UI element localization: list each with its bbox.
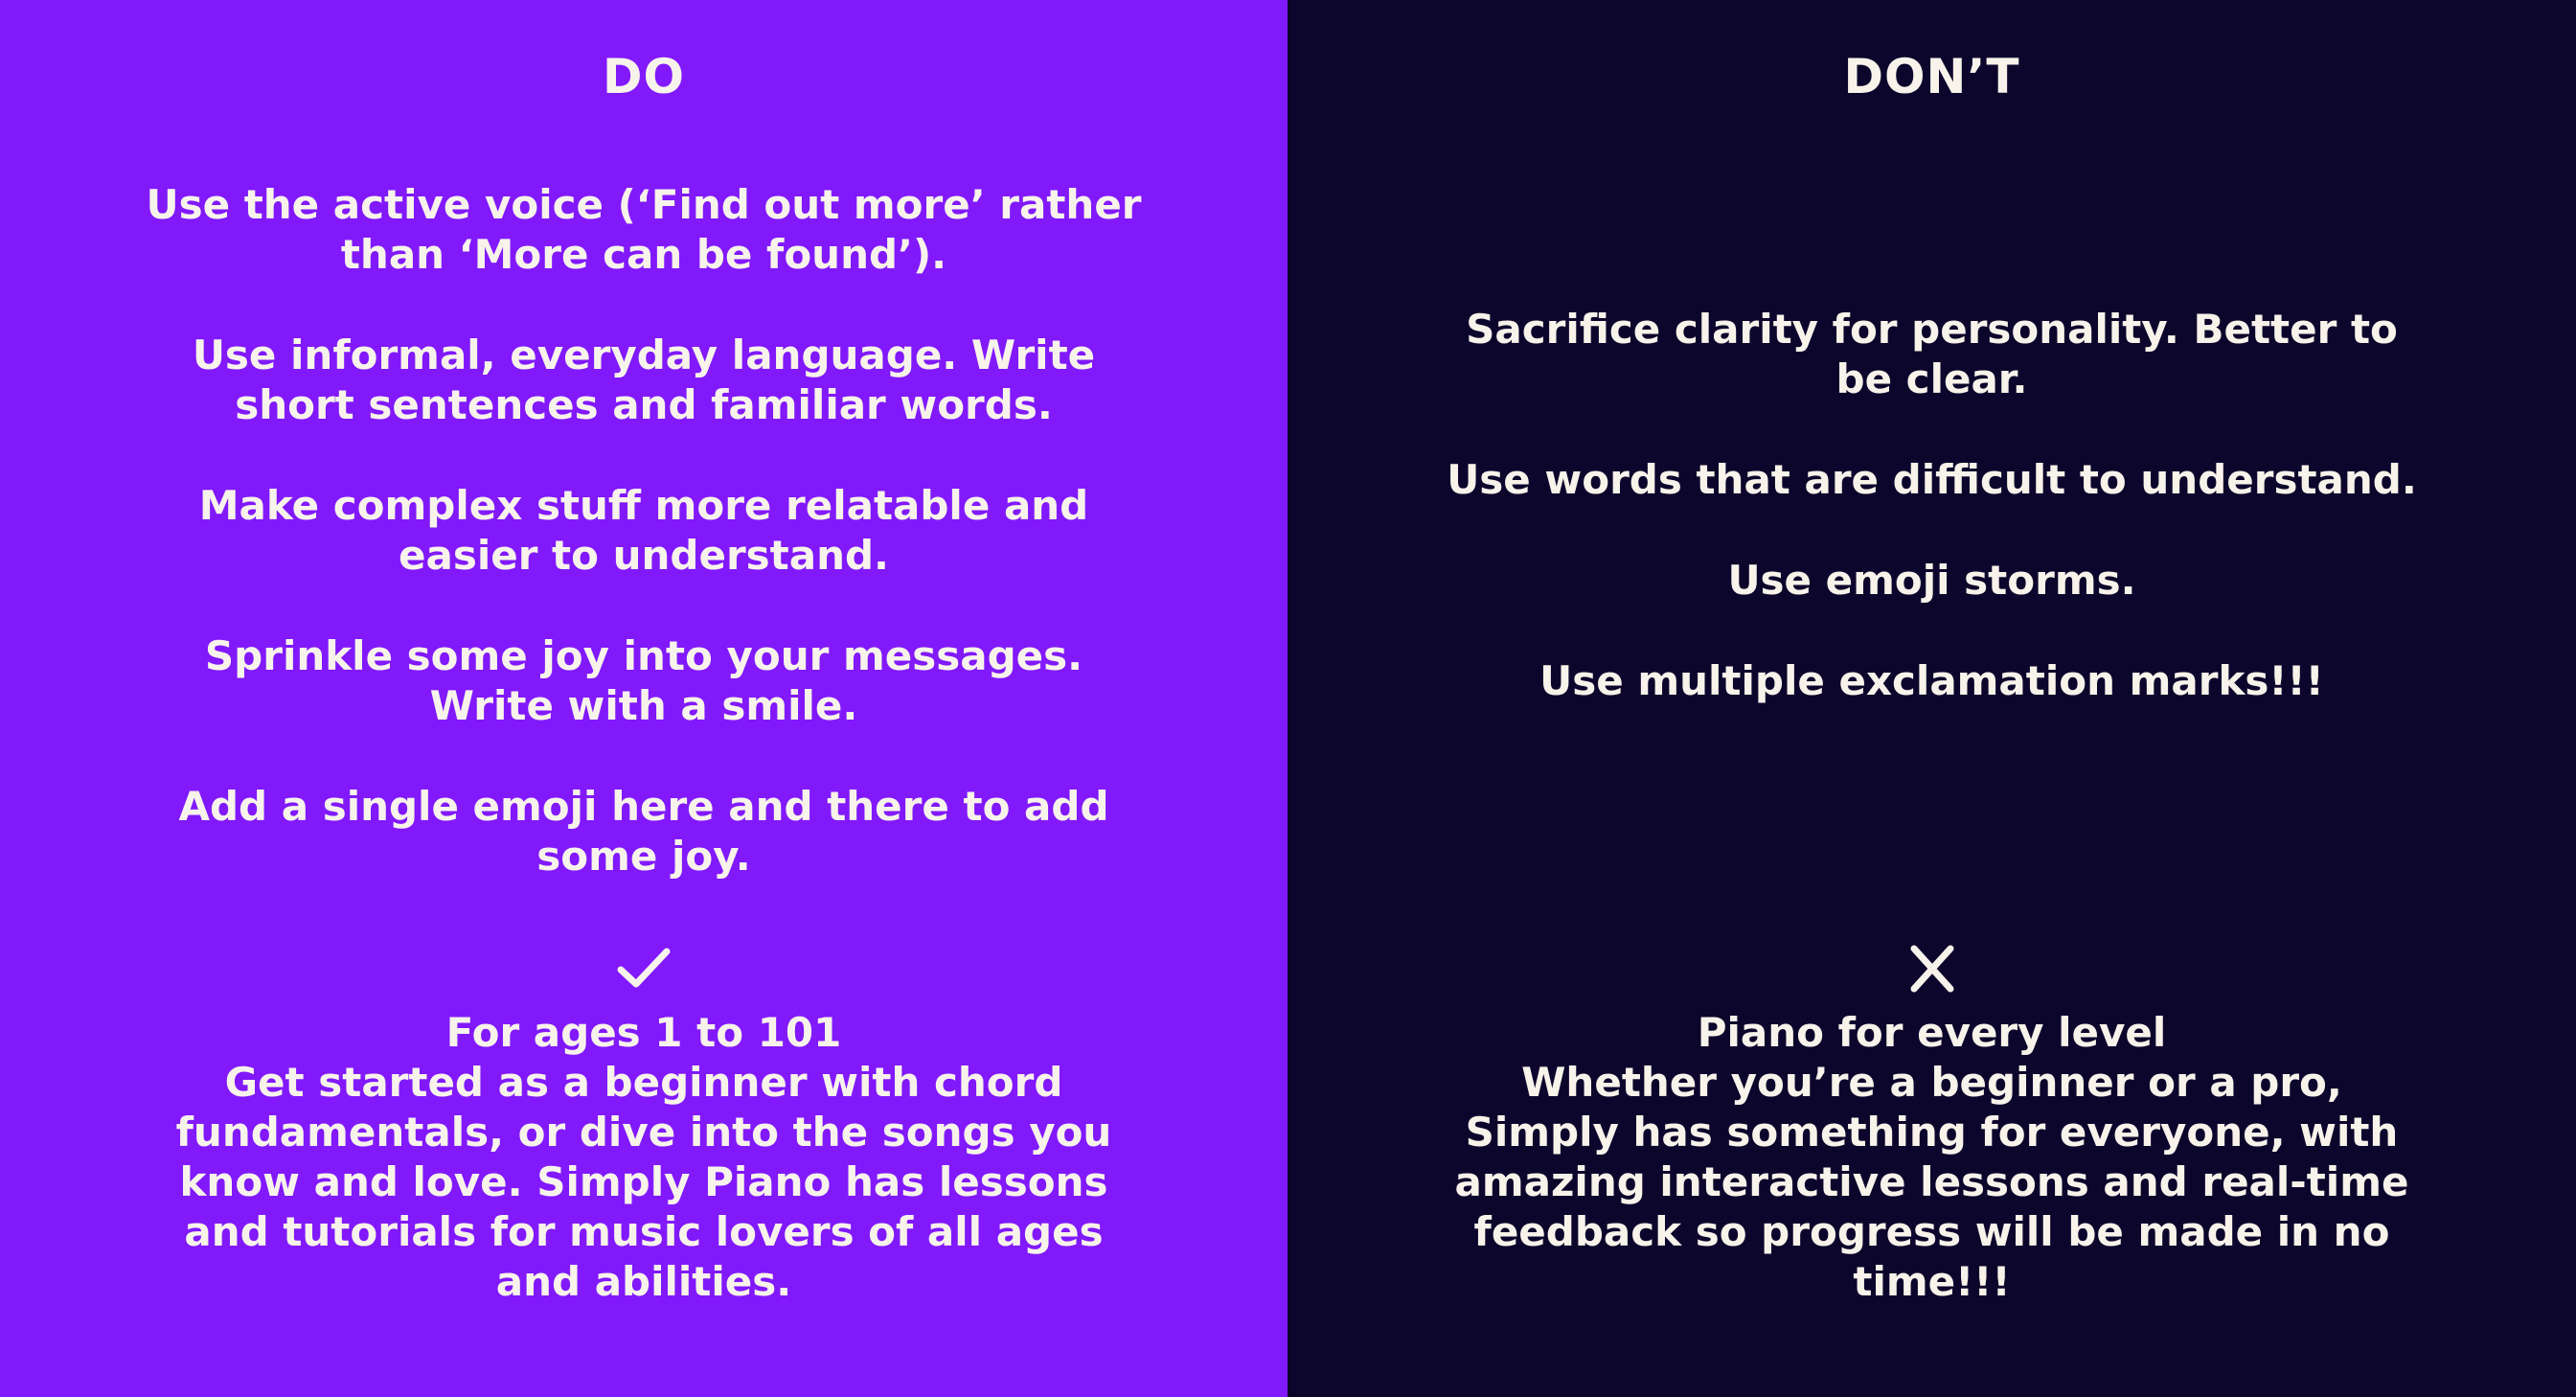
dont-rule: Use words that are difficult to understand.: [1447, 456, 2417, 503]
do-rule: Sprinkle some joy into your messages. Write with a smile.: [204, 632, 1083, 729]
do-example-body: Get started as a beginner with chord fundamentals, or dive into the songs you know and love. Simply Piano has lessons and tutorials for music lovers of all ages and abilities.: [175, 1059, 1112, 1305]
do-rule: Use informal, everyday language. Write short sentences and familiar words.: [192, 332, 1096, 428]
do-example: [153, 1008, 1134, 1307]
dont-rules-list: [1431, 305, 2432, 757]
dont-example-title: Piano for every level: [1697, 1009, 2167, 1056]
do-rule: Use the active voice (‘Find out more’ rather than ‘More can be found’).: [146, 181, 1142, 278]
do-rules-list: [144, 180, 1144, 932]
do-rule: Add a single emoji here and there to add some joy.: [178, 783, 1109, 880]
dont-rule: Use emoji storms.: [1727, 557, 2136, 604]
dont-rule: Use multiple exclamation marks!!!: [1539, 657, 2324, 704]
do-example-title: For ages 1 to 101: [445, 1009, 842, 1056]
dont-example-body: Whether you’re a beginner or a pro, Simply has something for everyone, with amazing interactive lessons and real-time feedback so progress will be made in no time!!!: [1454, 1059, 2409, 1305]
dont-panel: [1288, 0, 2576, 1397]
check-icon-graphic: [616, 945, 672, 993]
do-heading: DO: [602, 49, 685, 104]
dont-example: [1441, 1008, 2423, 1307]
do-rule: Make complex stuff more relatable and easier to understand.: [198, 482, 1089, 579]
cross-icon-graphic: [1904, 945, 1960, 993]
dont-rule: Sacrifice clarity for personality. Better to be clear.: [1466, 306, 2398, 402]
dont-heading: DON’T: [1843, 49, 2020, 104]
check-icon: [616, 945, 672, 993]
cross-icon: [1904, 945, 1960, 993]
